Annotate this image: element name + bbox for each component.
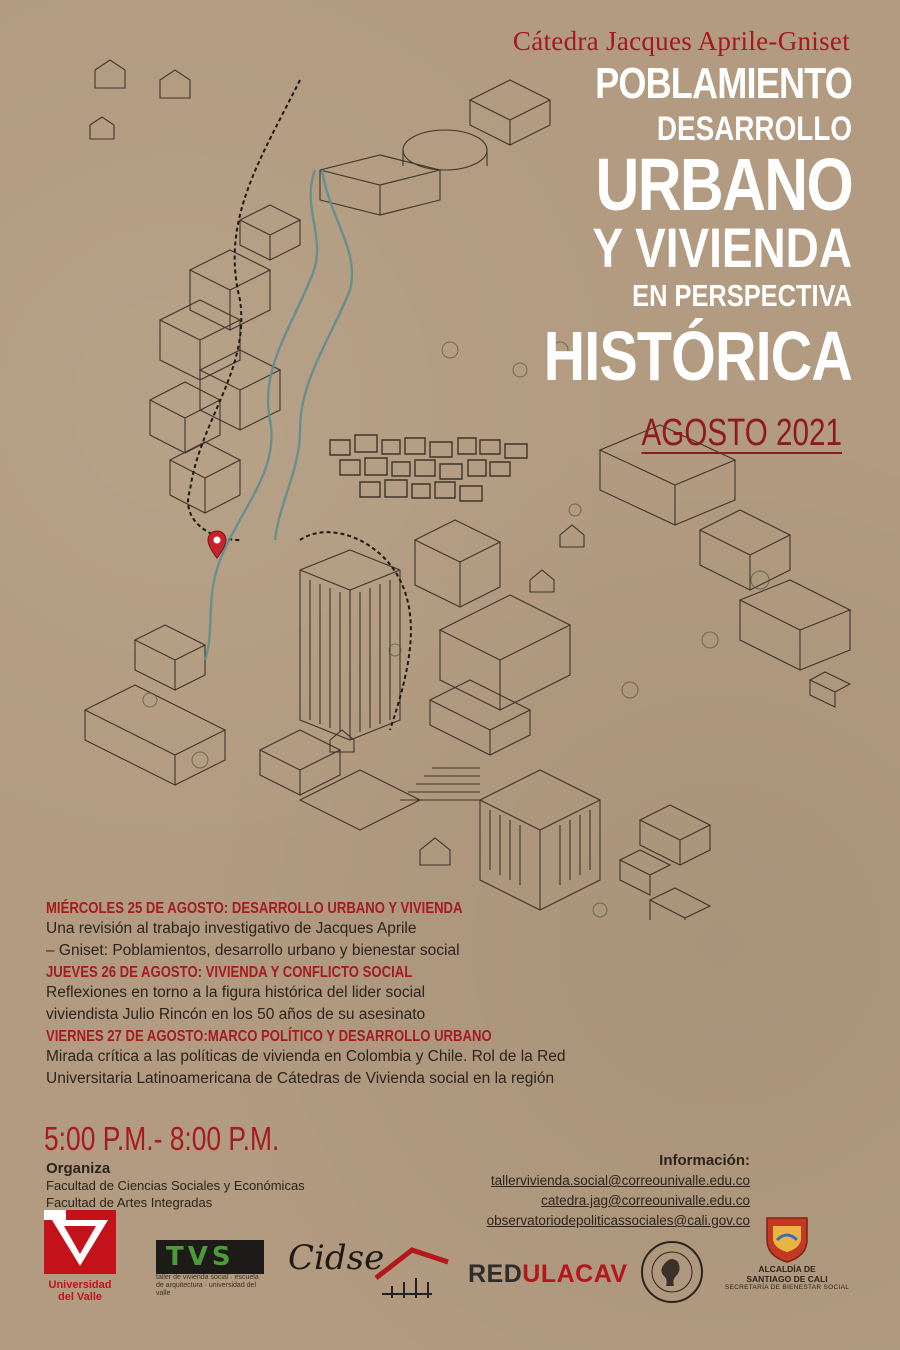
title-line-3: URBANO bbox=[595, 143, 852, 226]
organizer-line: Facultad de Artes Integradas bbox=[46, 1195, 213, 1210]
observatorio-logo bbox=[372, 1242, 452, 1303]
organizer-line: Facultad de Ciencias Sociales y Económicas bbox=[46, 1178, 305, 1193]
observatory-mark-icon bbox=[372, 1242, 452, 1298]
univalle-emblem-icon bbox=[44, 1210, 116, 1274]
univalle-name: Universidad del Valle bbox=[48, 1279, 112, 1303]
alcaldia-logo bbox=[712, 1214, 862, 1291]
banco-seal-icon bbox=[640, 1240, 704, 1304]
contact-email-link[interactable]: tallervivienda.social@correounivalle.edu.co bbox=[490, 1173, 750, 1188]
contact-email-link[interactable]: observatoriodepoliticassociales@cali.gov.co bbox=[486, 1213, 750, 1228]
event-description-line: – Gniset: Poblamientos, desarrollo urbano y bienestar social bbox=[46, 942, 460, 959]
contact-heading: Información: bbox=[659, 1152, 750, 1169]
event-heading: JUEVES 26 DE AGOSTO: VIVIENDA Y CONFLICTO SOCIAL bbox=[46, 964, 413, 981]
event-description bbox=[46, 1046, 626, 1090]
organizers bbox=[46, 1160, 305, 1211]
event-description-line: Reflexiones en torno a la figura histórica del lider social bbox=[46, 984, 426, 1001]
location-pin-icon bbox=[207, 530, 227, 560]
title-line-2: DESARROLLO bbox=[656, 110, 852, 148]
event-description-line: Universitaria Latinoamericana de Cátedras de Vivienda social en la región bbox=[46, 1070, 555, 1087]
event-item bbox=[46, 1028, 626, 1090]
title-line-6: HISTÓRICA bbox=[543, 317, 852, 395]
poster-title bbox=[476, 59, 852, 395]
event-heading: MIÉRCOLES 25 DE AGOSTO: DESARROLLO URBANO Y VIVIENDA bbox=[46, 900, 463, 917]
title-line-1: POBLAMIENTO bbox=[595, 59, 852, 108]
title-line-5: EN PERSPECTIVA bbox=[632, 278, 852, 313]
event-description-line: viviendista Julio Rincón en los 50 años de su asesinato bbox=[46, 1006, 426, 1023]
cidse-logo: Cidse bbox=[288, 1238, 385, 1278]
event-item bbox=[46, 900, 626, 962]
tvs-mark: TVS bbox=[156, 1240, 264, 1274]
redulacav-logo bbox=[468, 1260, 628, 1289]
redulacav-part: ULACAV bbox=[522, 1260, 628, 1288]
alcaldia-line: SANTIAGO DE CALI bbox=[746, 1274, 828, 1284]
event-description-line: Una revisión al trabajo investigativo de Jacques Aprile bbox=[46, 920, 417, 937]
tvs-logo bbox=[156, 1240, 264, 1298]
event-description-line: Mirada crítica a las políticas de vivienda en Colombia y Chile. Rol de la Red bbox=[46, 1048, 566, 1065]
alcaldia-subtitle: SECRETARÍA DE BIENESTAR SOCIAL bbox=[724, 1284, 850, 1291]
catedra-heading: Cátedra Jacques Aprile-Gniset bbox=[512, 26, 850, 56]
title-line-4: Y VIVIENDA bbox=[592, 216, 852, 279]
banco-republica-logo bbox=[640, 1240, 704, 1309]
logo-strip bbox=[0, 1206, 900, 1316]
event-description bbox=[46, 982, 626, 1026]
cali-shield-icon bbox=[765, 1214, 809, 1264]
event-date: AGOSTO 2021 bbox=[641, 412, 842, 454]
redulacav-part: RED bbox=[468, 1260, 523, 1288]
tvs-caption: taller de vivienda social · escuela de arquitectura · universidad del valle bbox=[156, 1274, 259, 1297]
organizers-heading: Organiza bbox=[46, 1160, 111, 1177]
event-item bbox=[46, 964, 626, 1026]
event-description bbox=[46, 918, 626, 962]
contact-email-link[interactable]: catedra.jag@correounivalle.edu.co bbox=[541, 1193, 750, 1208]
alcaldia-line: ALCALDÍA DE bbox=[758, 1264, 816, 1274]
univalle-logo bbox=[44, 1210, 116, 1303]
event-time: 5:00 P.M.- 8:00 P.M. bbox=[44, 1120, 280, 1157]
event-heading: VIERNES 27 DE AGOSTO:MARCO POLÍTICO Y DESARROLLO URBANO bbox=[46, 1028, 492, 1045]
event-schedule bbox=[46, 900, 626, 1092]
